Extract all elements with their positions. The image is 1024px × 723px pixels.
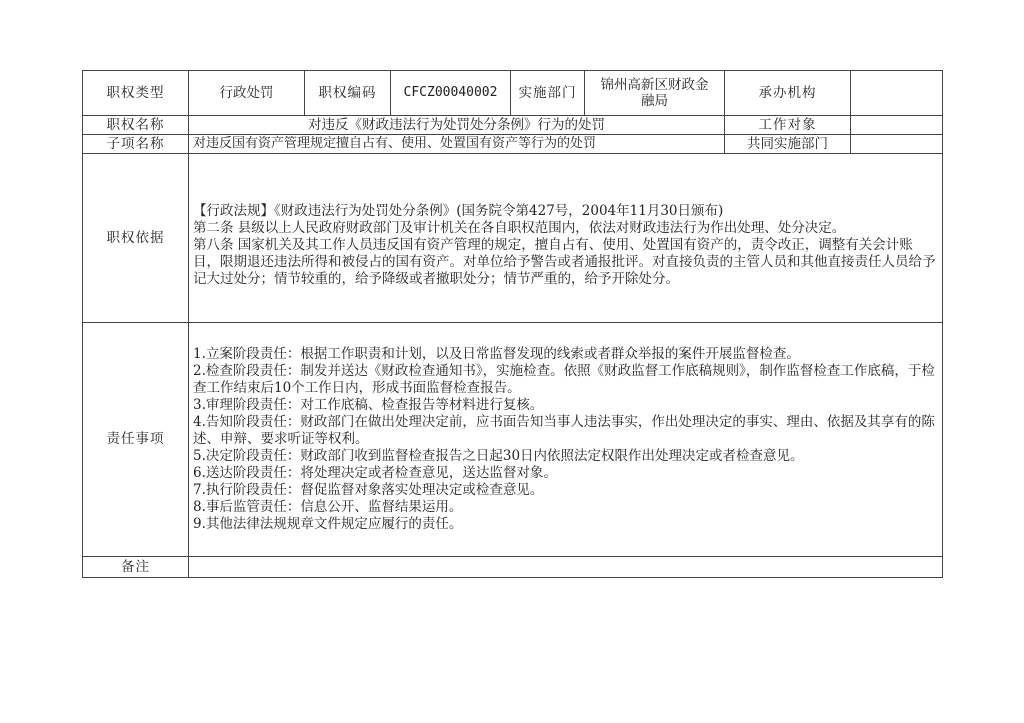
duties-content [189, 323, 943, 557]
sub-row [83, 135, 943, 154]
remarks-label: 备注 [83, 557, 189, 578]
remarks-row [83, 557, 943, 578]
type-label: 职权类型 [83, 71, 189, 116]
name-row [83, 116, 943, 135]
type-value: 行政处罚 [189, 71, 305, 116]
code-label: 职权编码 [305, 71, 391, 116]
duty-item: 7.执行阶段责任：督促监督对象落实处理决定或检查意见。 [193, 482, 544, 498]
dept-label: 实施部门 [511, 71, 585, 116]
sub-value: 对违反国有资产管理规定擅自占有、使用、处置国有资产等行为的处罚 [189, 135, 725, 154]
basis-row [83, 154, 943, 323]
code-value: CFCZ00040002 [391, 71, 511, 116]
duties-label: 责任事项 [83, 323, 189, 557]
duty-item: 5.决定阶段责任：财政部门收到监督检查报告之日起30日内依照法定权限作出处理决定或者检查意见。 [193, 448, 804, 464]
duty-item: 8.事后监管责任：信息公开、监督结果运用。 [193, 499, 463, 515]
name-value: 对违反《财政违法行为处罚处分条例》行为的处罚 [189, 116, 725, 135]
duty-item: 1.立案阶段责任：根据工作职责和计划，以及日常监督发现的线索或者群众举报的案件开展监督检查。 [193, 346, 800, 362]
joint-value [851, 135, 943, 154]
basis-paragraph: 第八条 国家机关及其工作人员违反国有资产管理的规定，擅自占有、使用、处置国有资产的，责令改正，调整有关会计账目，限期退还违法所得和被侵占的国有资产。对单位给予警告或者通报批评。对直接负责的主管人员和其他直接责任人员给予记大过处分；情节较重的，给予降级或者撤职处分；情节严重的，给予开除处分。 [193, 236, 936, 287]
target-value [851, 116, 943, 135]
basis-paragraph: 第二条 县级以上人民政府财政部门及审计机关在各自职权范围内，依法对财政违法行为作出处理、处分决定。 [193, 219, 846, 236]
duties-row [83, 323, 943, 557]
duty-item: 4.告知阶段责任：财政部门在做出处理决定前，应书面告知当事人违法事实，作出处理决定的事实、理由、依据及其享有的陈述、申辩、要求听证等权利。 [193, 414, 935, 447]
duty-item: 3.审理阶段责任：对工作底稿、检查报告等材料进行复核。 [193, 397, 544, 413]
duty-item: 6.送达阶段责任：将处理决定或者检查意见，送达监督对象。 [193, 465, 557, 481]
name-label: 职权名称 [83, 116, 189, 135]
duty-item: 2.检查阶段责任：制发并送达《财政检查通知书》，实施检查。依照《财政监督工作底稿规则》，制作监督检查工作底稿，于检查工作结束后10个工作日内，形成书面监督检查报告。 [193, 363, 935, 396]
sub-label: 子项名称 [83, 135, 189, 154]
basis-paragraph: 【行政法规】《财政违法行为处罚处分条例》(国务院令第427号，2004年11月30日颁布) [193, 202, 724, 219]
basis-label: 职权依据 [83, 154, 189, 323]
basis-content [189, 154, 943, 323]
remarks-value [189, 557, 943, 578]
joint-label: 共同实施部门 [725, 135, 851, 154]
authority-table [82, 70, 943, 578]
agency-label: 承办机构 [725, 71, 851, 116]
duty-item: 9.其他法律法规规章文件规定应履行的责任。 [193, 516, 463, 532]
dept-value: 锦州高新区财政金融局 [585, 71, 725, 116]
target-label: 工作对象 [725, 116, 851, 135]
agency-value [851, 71, 943, 116]
header-row [83, 71, 943, 116]
